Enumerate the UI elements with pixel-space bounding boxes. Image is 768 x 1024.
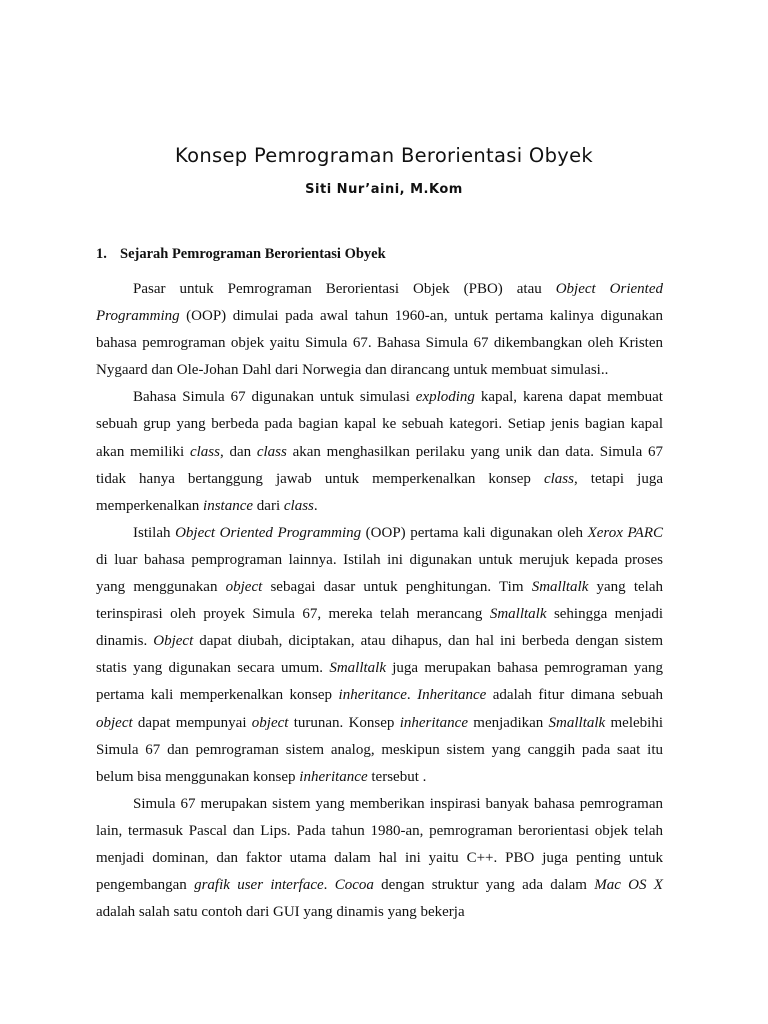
text-run: dari [253,497,284,514]
text-run: melebihi Simula 67 dan pemrograman sistem analog, meskipun sistem yang canggih pada saat itu belum bisa menggunakan konsep [96,714,663,785]
text-run: di luar bahasa pemprograman lainnya. Istilah ini digunakan untuk merujuk kepada proses yang menggunakan [96,551,663,596]
text-run: Istilah [133,524,176,541]
document-author: Siti Nur’aini, M.Kom [305,182,463,197]
italic-term: Inheritance [417,687,487,704]
text-run: sehingga menjadi dinamis. [96,606,663,650]
text-run: dengan struktur yang ada dalam [373,877,595,894]
italic-term: Smalltalk [489,606,547,623]
text-run: . [406,687,418,704]
italic-term: class [283,497,314,514]
text-run: Bahasa Simula 67 digunakan untuk simulasi [133,389,416,406]
text-run: Pasar untuk Pemrograman Berorientasi Objek (PBO) atau [133,281,556,297]
paragraph [96,791,663,926]
document-title: Konsep Pemrograman Berorientasi Obyek [175,144,593,167]
text-run: turunan. Konsep [288,714,400,731]
paragraph [96,384,663,519]
italic-term: grafik user interface [194,877,324,894]
section-heading-text: Sejarah Pemrograman Berorientasi Obyek [120,246,386,262]
italic-term: Mac OS X [594,877,663,894]
text-run: Simula 67 merupakan sistem yang memberikan inspirasi banyak bahasa pemrograman lain, termasuk Pascal dan Lips. Pada tahun 1980-an, pemrograman berorientasi objek telah menjadi dominan, dan faktor utama dalam hal ini yaitu C++. PBO juga penting untuk pengembangan [96,795,663,894]
text-run: adalah salah satu contoh dari GUI yang dinamis yang bekerja [96,904,465,921]
italic-term: object [225,579,263,596]
text-run: dapat diubah, diciptakan, atau dihapus, dan hal ini berbeda dengan sistem statis yang digunakan secara umum. [96,633,663,677]
italic-term: exploding [415,389,475,406]
text-run: kapal, karena dapat membuat sebuah grup yang berbeda pada bagian kapal ke sebuah kategori. Setiap jenis bagian kapal akan memiliki [96,389,663,460]
italic-term: Xerox PARC [587,524,663,541]
text-run: . [313,497,318,514]
text-run: (OOP) pertama kali digunakan oleh [361,524,588,541]
text-run: , tetapi juga memperkenalkan [96,470,663,514]
italic-term: instance [203,497,254,514]
text-run: juga merupakan bahasa pemrograman yang pertama kali memperkenalkan konsep [96,660,663,704]
section-heading [96,246,386,263]
text-run: sebagai dasar untuk penghitungan. Tim [262,579,532,596]
italic-term: Object Oriented Programming [175,524,362,541]
italic-term: inheritance [338,687,407,704]
section-body [96,276,663,926]
italic-term: Cocoa [334,877,374,894]
italic-term: Object Oriented Programming [96,281,663,325]
text-run: tersebut . [367,768,427,785]
text-run: yang telah terinspirasi oleh proyek Simula 67, mereka telah merancang [96,579,663,623]
text-run: . [323,877,335,894]
italic-term: object [251,714,289,731]
text-run: adalah fitur dimana sebuah [486,687,663,704]
italic-term: Smalltalk [329,660,386,677]
italic-term: Object [153,633,194,650]
italic-term: class [189,443,220,460]
italic-term: Smalltalk [531,579,589,596]
paragraph [96,520,663,791]
text-run: akan menghasilkan perilaku yang unik dan data. Simula 67 tidak hanya bertanggung jawab untuk memperkenalkan konsep [96,443,663,487]
italic-term: inheritance [399,714,469,731]
section-number: 1. [96,246,107,262]
italic-term: Smalltalk [548,714,606,731]
italic-term: object [96,714,133,731]
text-run: , dan [219,443,257,460]
italic-term: class [543,470,574,487]
italic-term: class [256,443,287,460]
italic-term: inheritance [299,768,368,785]
text-run: menjadikan [468,714,549,731]
text-run: dapat mempunyai [132,714,252,731]
paragraph [96,276,663,384]
text-run: (OOP) dimulai pada awal tahun 1960-an, untuk pertama kalinya digunakan bahasa pemrograman objek yaitu Simula 67. Bahasa Simula 67 dikembangkan oleh Kristen Nygaard dan Ole-Johan Dahl dari Norwegia dan dirancang untuk membuat simulasi.. [96,308,663,379]
